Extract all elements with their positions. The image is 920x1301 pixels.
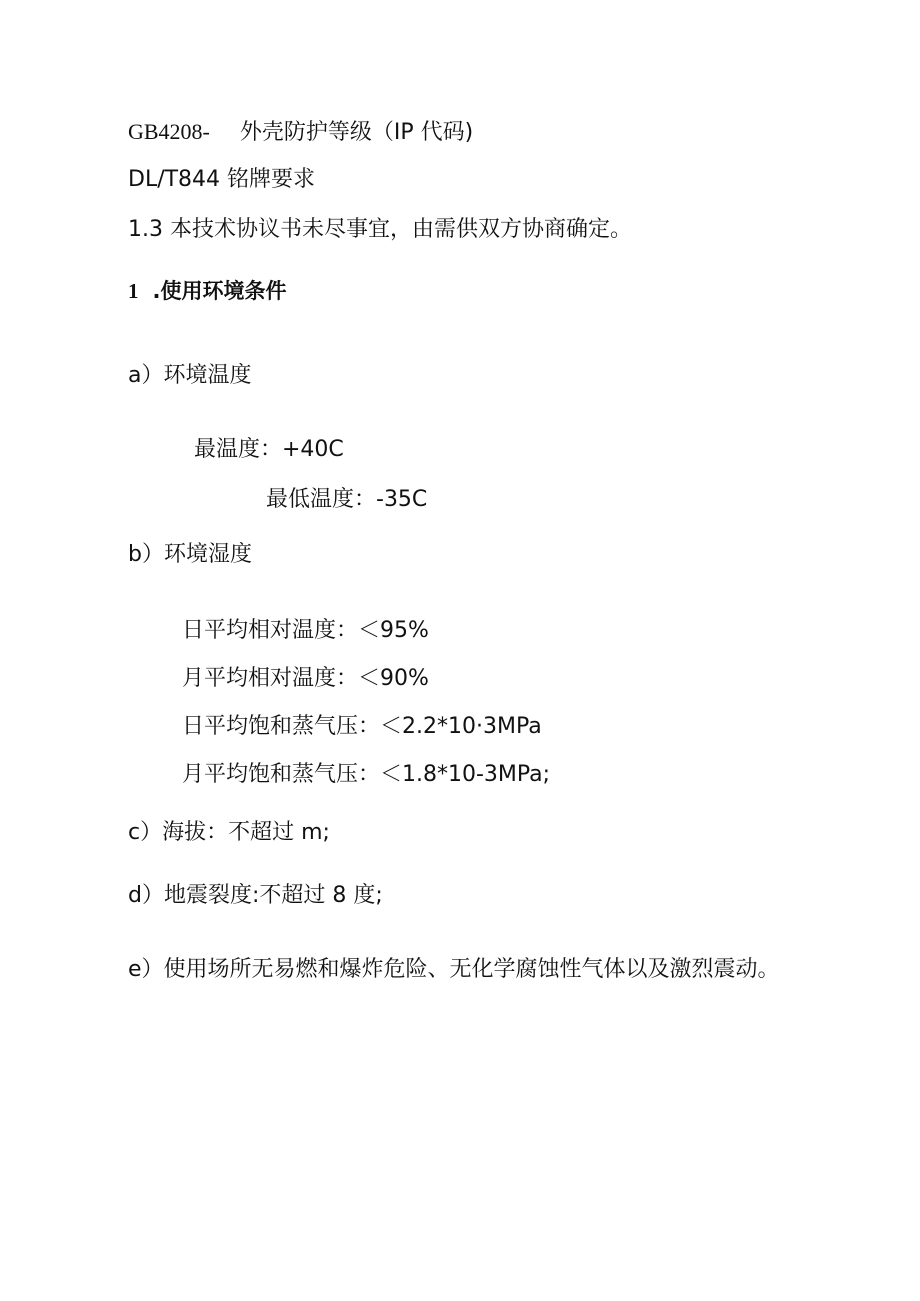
humidity-monthly-average: 月平均相对温度：＜90%: [182, 666, 429, 691]
temperature-heading: a）环境温度: [128, 363, 252, 388]
humidity-heading: b）环境湿度: [128, 542, 252, 567]
site-conditions: e）使用场所无易燃和爆炸危险、无化学腐蚀性气体以及激烈震动。: [128, 957, 780, 982]
standard-dl-t844: DL/T844 铭牌要求: [128, 167, 316, 192]
altitude-requirement: c）海拔：不超过 m;: [128, 820, 330, 845]
vapor-pressure-monthly-average: 月平均饱和蒸气压：＜1.8*10-3MPa;: [182, 762, 551, 787]
standard-gb4208: [128, 118, 473, 147]
section-number: 1: [128, 279, 139, 303]
standard-gb4208-code: GB4208-: [128, 119, 210, 144]
vapor-pressure-daily-average: 日平均饱和蒸气压：＜2.2*10·3MPa: [182, 714, 542, 739]
section-title: .使用环境条件: [152, 279, 287, 303]
clause-1-3: 1.3 本技术协议书未尽事宜，由需供双方协商确定。: [128, 217, 632, 242]
seismic-requirement: d）地震裂度:不超过 8 度;: [128, 883, 383, 908]
standard-gb4208-desc: 外壳防护等级（IP 代码): [239, 120, 474, 145]
temperature-min: 最低温度：-35C: [266, 487, 428, 512]
humidity-daily-average: 日平均相对温度：＜95%: [182, 618, 429, 643]
temperature-max: 最温度：+40C: [194, 437, 344, 462]
section-heading: [128, 277, 286, 305]
